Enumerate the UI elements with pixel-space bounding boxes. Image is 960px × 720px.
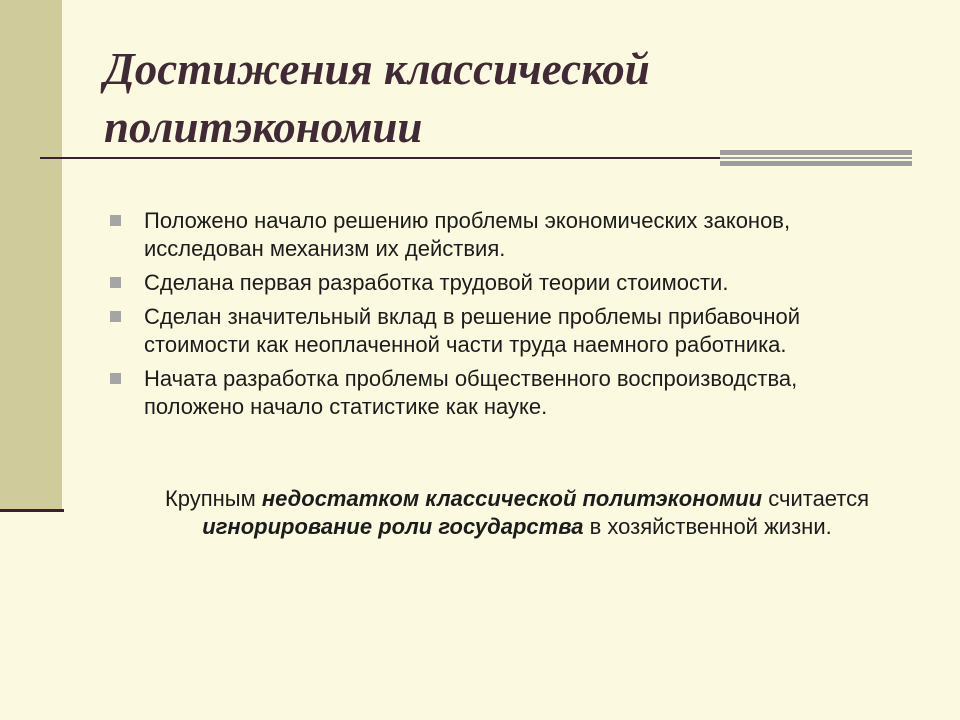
slide-title-line-1: Достижения классической <box>104 44 650 94</box>
square-bullet-icon <box>110 277 121 288</box>
note-prefix: Крупным <box>164 486 262 511</box>
square-bullet-icon <box>110 215 121 226</box>
bullet-item <box>108 365 888 421</box>
bullet-list <box>108 207 888 427</box>
note-emphasis-shortcoming: недостатком классической политэкономии <box>261 486 763 511</box>
note-middle: считается <box>762 486 870 511</box>
bullet-text: Сделан значительный вклад в решение проблемы прибавочной стоимости как неоплаченной части труда наемного работника. <box>144 304 801 357</box>
note-suffix: в хозяйственной жизни. <box>583 514 832 539</box>
conclusion-note <box>144 485 890 541</box>
square-bullet-icon <box>110 373 121 384</box>
bullet-text: Начата разработка проблемы общественного воспроизводства, положено начало статистике как науке. <box>144 366 798 419</box>
bullet-item <box>108 207 888 263</box>
bullet-item <box>108 269 888 297</box>
slide-title-line-2: политэкономии <box>104 102 423 152</box>
title-accent-stripes <box>720 150 912 166</box>
bullet-item <box>108 303 888 359</box>
note-emphasis-state-role: игнорирование роли государства <box>202 514 584 539</box>
square-bullet-icon <box>110 311 121 322</box>
bullet-text: Сделана первая разработка трудовой теории стоимости. <box>144 270 729 295</box>
bullet-text: Положено начало решению проблемы экономических законов, исследован механизм их действия. <box>144 208 791 261</box>
side-divider <box>0 509 64 512</box>
side-bar <box>0 0 62 511</box>
slide-title <box>104 40 924 156</box>
